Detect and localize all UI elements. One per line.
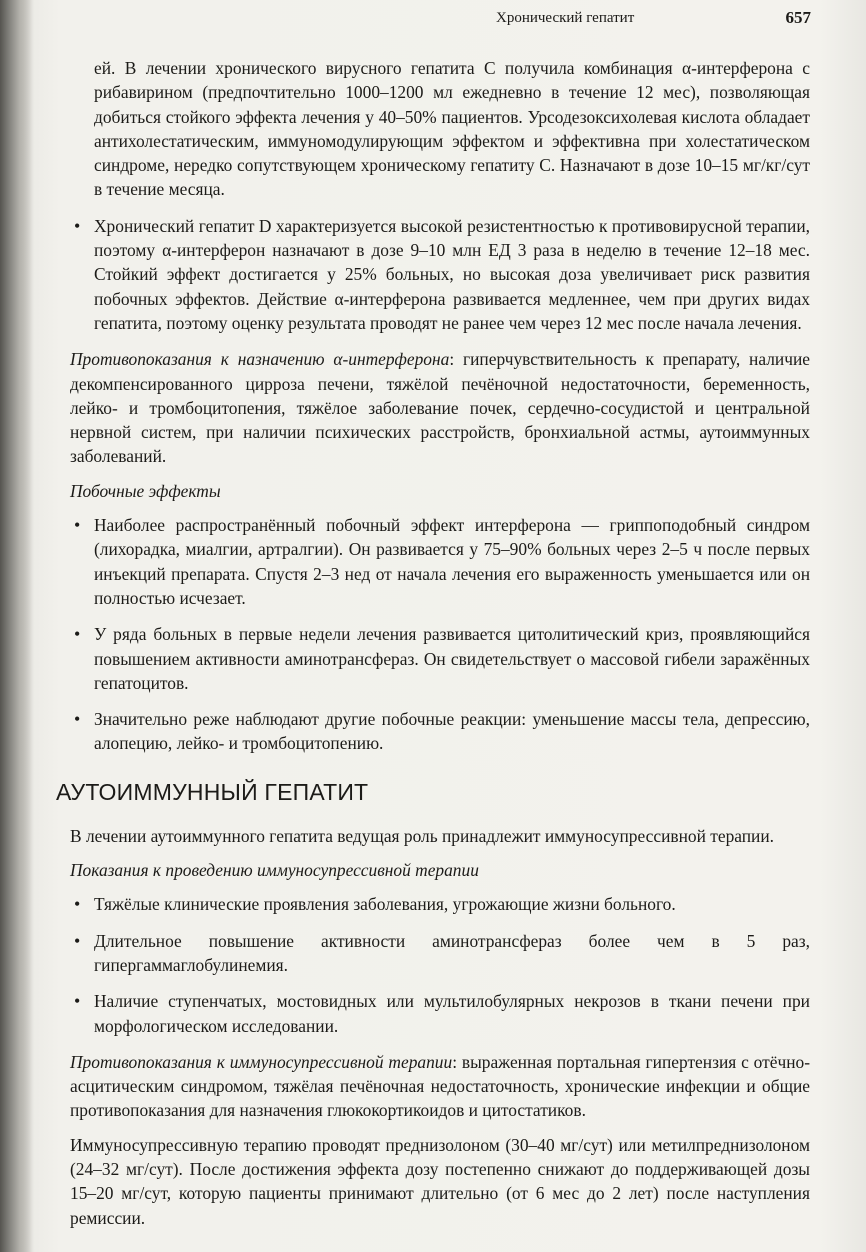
autoimmune-intro: В лечении аутоиммунного гепатита ведущая роль принадлежит иммуносупрессивной терапии. — [70, 825, 775, 846]
contraindications-interferon-text: : гиперчувствительность к препарату, наличие декомпенсированного цирроза печени, тяжёлой печёночной недостаточности, беременность, лейко- и тромбоцитопения, тяжёлое заболевание почек, сердечно-сосудистой и центральной нервной систем, при наличии психических расстройств, бронхиальной астмы, аутоиммунных заболеваний. — [70, 349, 810, 467]
book-spine-shadow — [0, 0, 34, 1252]
page-content — [56, 56, 810, 1240]
continuation-paragraph: ей. В лечении хронического вирусного гепатита С получила комбинация α-интерферона с рибавирином (предпочтительно 1000–1200 мл ежедневно в течение 12 мес), позволяющая добиться стойкого эффекта лечения у 40–50% пациентов. Урсодезоксихолевая кислота обладает антихолестатическим, иммуномодулирующим эффектом и эффективна при холестатическом синдроме, нередко сопутствующем хроническому гепатиту С. Назначают в дозе 10–15 мг/кг/сут в течение месяца. — [94, 58, 810, 200]
side-effect-item: • Значительно реже наблюдают другие побочные реакции: уменьшение массы тела, депрессию, алопецию, лейко- и тромбоцитопению. — [70, 707, 810, 756]
side-effect-item: • У ряда больных в первые недели лечения развивается цитолитический криз, проявляющийся повышением активности аминотрансфераз. Он свидетельствует о массовой гибели заражённых гепатоцитов. — [70, 622, 810, 695]
contraindications-interferon-lead: Противопоказания к назначению α-интерферона — [70, 349, 450, 370]
page-header — [496, 8, 811, 30]
page-number: 657 — [785, 8, 811, 27]
indication-item: • Наличие ступенчатых, мостовидных или мультилобулярных некрозов в ткани печени при морфологическом исследовании. — [70, 989, 810, 1038]
indications-heading: Показания к проведению иммуносупрессивной терапии — [70, 860, 479, 881]
bullet-hepatitis-d: • Хронический гепатит D характеризуется высокой резистентностью к противовирусной терапии, поэтому α-интерферон назначают в дозе 9–10 млн ЕД 3 раза в неделю в течение 12–18 мес. Стойкий эффект достигается у 25% больных, но высокая доза увеличивает риск развития побочных эффектов. Действие α-интерферона развивается медленнее, чем при других видах гепатита, поэтому оценку результата проводят не ранее чем через 12 мес после начала лечения. — [70, 214, 810, 335]
therapy-paragraph: Иммуносупрессивную терапию проводят преднизолоном (30–40 мг/сут) или метилпреднизолоном (24–32 мг/сут). После достижения эффекта дозу постепенно снижают до поддерживающей дозы 15–20 мг/сут, которую пациенты принимают длительно (от 6 мес до 2 лет) после наступления ремиссии. — [70, 1134, 810, 1228]
side-effects-heading: Побочные эффекты — [70, 480, 221, 501]
contraindications-interferon — [70, 347, 810, 468]
immunosuppressive-contraindications-text: : выраженная портальная гипертензия с отёчно-асцитическим синдромом, тяжёлая печёночная недостаточность, хронические инфекции и общие противопоказания для назначения глюкокортикоидов и цитостатиков. — [70, 1051, 810, 1121]
immunosuppressive-contraindications — [70, 1050, 810, 1123]
indication-item: • Длительное повышение активности аминотрансфераз более чем в 5 раз, гипергаммаглобулинемия. — [70, 929, 810, 978]
section-title-autoimmune: АУТОИММУННЫЙ ГЕПАТИТ — [56, 778, 369, 805]
immunosuppressive-contraindications-lead: Противопоказания к иммуносупрессивной терапии — [70, 1051, 453, 1072]
side-effect-item: • Наиболее распространённый побочный эффект интерферона — гриппоподобный синдром (лихорадка, миалгии, артралгии). Он развивается у 75–90% больных через 2–5 ч после первых инъекций препарата. Спустя 2–3 нед от начала лечения его выраженность уменьшается или он полностью исчезает. — [70, 513, 810, 610]
running-title: Хронический гепатит — [496, 10, 635, 26]
indication-item: • Тяжёлые клинические проявления заболевания, угрожающие жизни больного. — [70, 892, 810, 916]
